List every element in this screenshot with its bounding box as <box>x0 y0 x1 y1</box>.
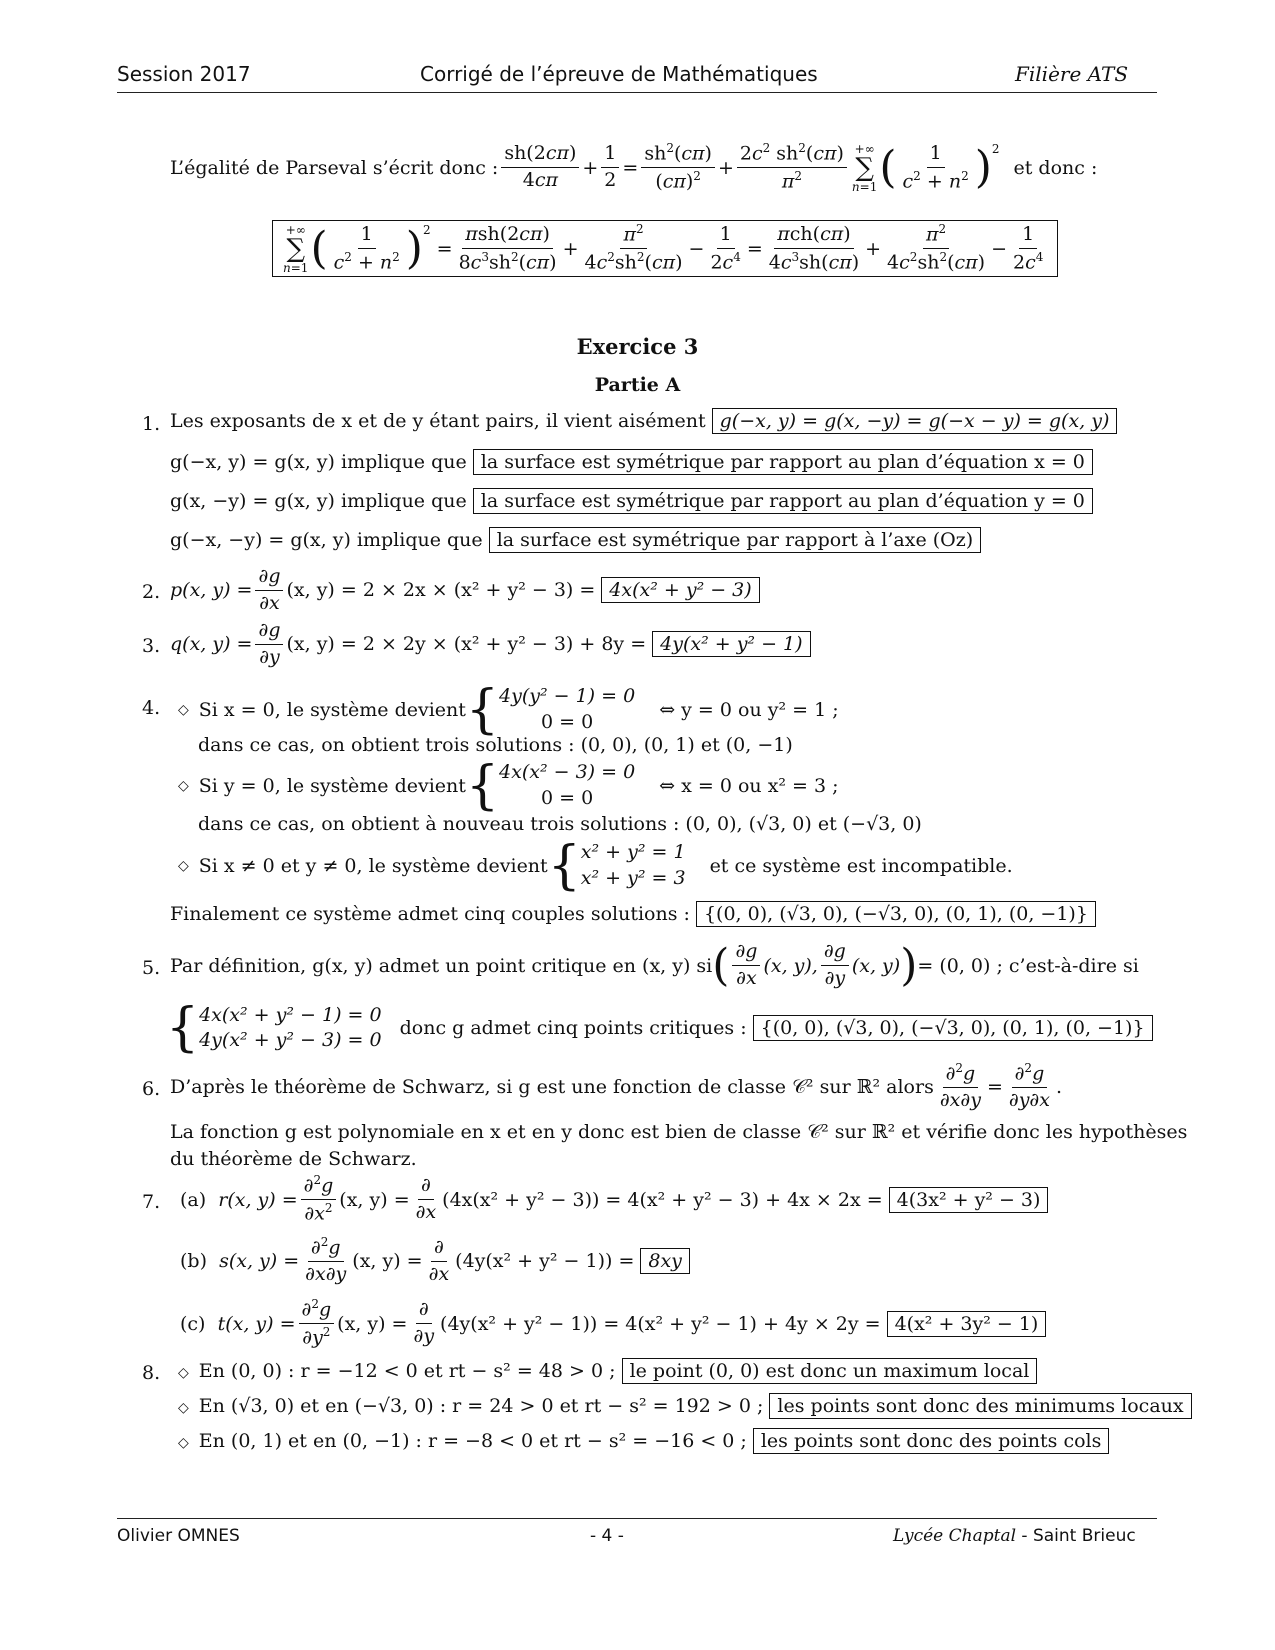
q6-para1: La fonction g est polynomiale en x et en y donc est bien de classe 𝒞² sur ℝ² et vérifie donc les hypothèses <box>170 1121 1188 1143</box>
q1-l2-box: la surface est symétrique par rapport au plan d’équation x = 0 <box>473 449 1093 475</box>
q7-b: (b) s(x, y) = $\frac{\partial^2g}{\partial x\partial y}$ (x, y) = $\frac{\partial}{\partial x}$ (4y(x² + y² − 1)) = 8xy <box>180 1236 690 1286</box>
q8-b-box: les points sont donc des minimums locaux <box>769 1393 1191 1419</box>
q4-case-b: ◇ Si y = 0, le système devient { 4x(x² − 3) = 0 0 = 0 ⇔ x = 0 ou x² = 3 ; <box>178 756 839 816</box>
q8-c: ◇ En (0, 1) et en (0, −1) : r = −8 < 0 et rt − s² = −16 < 0 ; les points sont donc des points cols <box>178 1430 1109 1452</box>
q2-rhs: (x, y) = 2 × 2x × (x² + y² − 3) = <box>286 579 596 602</box>
q7-number: 7. <box>142 1191 161 1213</box>
header-rule <box>117 92 1157 93</box>
q7-b-box: 8xy <box>640 1248 690 1274</box>
q5-post: = (0, 0) ; c’est-à-dire si <box>917 954 1139 977</box>
q4-b-line2: 0 = 0 <box>541 787 594 809</box>
part-title: Partie A <box>594 374 681 396</box>
q1-line4 <box>170 529 981 551</box>
q4-b-line1: 4x(x² − 3) = 0 <box>499 761 636 784</box>
q5-number: 5. <box>142 957 161 979</box>
q8-b: ◇ En (√3, 0) et en (−√3, 0) : r = 24 > 0 et rt − s² = 192 > 0 ; les points sont donc des minimums locaux <box>178 1395 1192 1417</box>
q1-number: 1. <box>142 413 161 435</box>
q3-lhs: q(x, y) = <box>170 633 253 656</box>
q2-box: 4x(x² + y² − 3) <box>601 577 759 603</box>
q5-system: { 4x(x² + y² − 1) = 0 4y(x² + y² − 3) = 0 donc g admet cinq points critiques : {(0, 0), (√3, 0), (−√3, 0), (0, 1), (0, −1)} <box>166 998 1153 1058</box>
q7-b-lhs: s(x, y) = <box>219 1250 300 1272</box>
q6-number: 6. <box>142 1078 161 1100</box>
q7-c-lhs: t(x, y) = <box>217 1312 296 1335</box>
q3-number: 3. <box>142 635 161 657</box>
q4-number: 4. <box>142 697 161 719</box>
footer-school-city: - Saint Brieuc <box>1016 1526 1136 1546</box>
footer-school-name: Lycée Chaptal <box>893 1526 1017 1546</box>
q7-c: (c) t(x, y) = $\frac{\partial^2g}{\partial y^2}$ (x, y) = $\frac{\partial}{\partial y}$ (4y(x² + y² − 1)) = 4(x² + y² − 1) + 4y × 2y = 4(x² + 3y² − 1) <box>180 1298 1046 1349</box>
q2-equation: p(x, y) = $\frac{\partial g}{\partial x}$ (x, y) = 2 × 2x × (x² + y² − 3) = 4x(x² + y² − 3) <box>170 566 760 615</box>
q4-a-post: ⇔ y = 0 ou y² = 1 ; <box>659 699 839 721</box>
q4-b-post: ⇔ x = 0 ou x² = 3 ; <box>659 775 839 797</box>
q2-number: 2. <box>142 581 161 603</box>
q5-text: Par définition, g(x, y) admet un point critique en (x, y) si <box>170 954 713 977</box>
q8-number: 8. <box>142 1362 161 1384</box>
parseval-intro: L’égalité de Parseval s’écrit donc : <box>170 156 499 179</box>
q7-a-label: (a) <box>180 1188 207 1211</box>
exercise-title: Exercice 3 <box>576 334 699 359</box>
q7-a: (a) r(x, y) = $\frac{\partial^2g}{\partial x^2}$ (x, y) = $\frac{\partial}{\partial x}$ (4x(x² + y² − 3)) = 4(x² + y² − 3) + 4x × 2x = 4(3x² + y² − 3) <box>180 1174 1048 1225</box>
q4-b-pre: Si y = 0, le système devient <box>198 775 466 797</box>
q6-para2: du théorème de Schwarz. <box>170 1148 417 1170</box>
q1-line2 <box>170 451 1093 473</box>
q8-a-pre: En (0, 0) : r = −12 < 0 et rt − s² = 48 > 0 ; <box>198 1360 616 1382</box>
q5-mid: donc g admet cinq points critiques : <box>399 1017 747 1039</box>
q4-final-box: {(0, 0), (√3, 0), (−√3, 0), (0, 1), (0, −1)} <box>696 901 1096 927</box>
q7-b-mid: (x, y) = <box>352 1250 423 1272</box>
q4-case-a: ◇ Si x = 0, le système devient { 4y(y² − 1) = 0 0 = 0 ⇔ y = 0 ou y² = 1 ; <box>178 680 839 740</box>
q3-box: 4y(x² + y² − 1) <box>652 631 810 657</box>
q3-equation: q(x, y) = $\frac{\partial g}{\partial y}$ (x, y) = 2 × 2y × (x² + y² − 3) + 8y = 4y(x² + y² − 1) <box>170 620 811 669</box>
q4-a-pre: Si x = 0, le système devient <box>198 699 466 721</box>
q5-line-b: 4y(x² + y² − 3) = 0 <box>199 1029 382 1051</box>
q8-b-pre: En (√3, 0) et en (−√3, 0) : r = 24 > 0 et rt − s² = 192 > 0 ; <box>198 1395 764 1417</box>
q2-lhs: p(x, y) = <box>170 579 253 602</box>
footer-rule <box>117 1518 1157 1519</box>
q3-rhs: (x, y) = 2 × 2y × (x² + y² − 3) + 8y = <box>286 633 647 656</box>
q7-a-lhs: r(x, y) = <box>218 1188 298 1211</box>
q7-c-rhs: (4y(x² + y² − 1)) = 4(x² + y² − 1) + 4y × 2y = <box>440 1312 881 1335</box>
q6-text: D’après le théorème de Schwarz, si g est une fonction de classe 𝒞² sur ℝ² alors <box>170 1076 934 1098</box>
q1-l3-box: la surface est symétrique par rapport au plan d’équation y = 0 <box>473 488 1093 514</box>
q7-b-label: (b) <box>180 1250 207 1272</box>
q4-final <box>170 903 1096 925</box>
q8-c-box: les points sont donc des points cols <box>753 1428 1110 1454</box>
q8-c-pre: En (0, 1) et en (0, −1) : r = −8 < 0 et rt − s² = −16 < 0 ; <box>198 1430 747 1452</box>
q7-a-box: 4(3x² + y² − 3) <box>889 1187 1049 1213</box>
header-title: Corrigé de l’épreuve de Mathématiques <box>420 62 818 86</box>
q7-c-mid: (x, y) = <box>337 1312 408 1335</box>
header-filiere: Filière ATS <box>1015 62 1129 86</box>
q4-a-line2: 0 = 0 <box>541 711 594 733</box>
q7-b-rhs: (4y(x² + y² − 1)) = <box>455 1250 635 1272</box>
q5-box: {(0, 0), (√3, 0), (−√3, 0), (0, 1), (0, −1)} <box>753 1015 1153 1041</box>
q1-l4-pre: g(−x, −y) = g(x, y) implique que <box>170 529 483 551</box>
q4-a-solutions: dans ce cas, on obtient trois solutions : (0, 0), (0, 1) et (0, −1) <box>198 734 793 756</box>
q4-c-line1: x² + y² = 1 <box>580 841 686 864</box>
q1-l2-pre: g(−x, y) = g(x, y) implique que <box>170 451 467 473</box>
q8-a: ◇ En (0, 0) : r = −12 < 0 et rt − s² = 48 > 0 ; le point (0, 0) est donc un maximum local <box>178 1360 1037 1382</box>
q4-c-line2: x² + y² = 3 <box>580 867 686 889</box>
q7-a-rhs: (4x(x² + y² − 3)) = 4(x² + y² − 3) + 4x × 2x = <box>442 1188 883 1211</box>
footer-page-number: - 4 - <box>590 1526 624 1546</box>
q5-line-a: 4x(x² + y² − 1) = 0 <box>199 1004 382 1027</box>
q1-text: Les exposants de x et de y étant pairs, il vient aisément <box>170 410 706 432</box>
q7-c-label: (c) <box>180 1312 206 1335</box>
q6-line1: D’après le théorème de Schwarz, si g est une fonction de classe 𝒞² sur ℝ² alors $\frac{\partial^2g}{\partial x\partial y}$ = $\frac{\partial^2g}{\partial y\partial x}$ . <box>170 1061 1063 1112</box>
parseval-outro: et donc : <box>1013 156 1098 179</box>
q1-line3 <box>170 490 1093 512</box>
q7-c-box: 4(x² + 3y² − 1) <box>887 1311 1047 1337</box>
header-session: Session 2017 <box>117 62 251 86</box>
q5-line1: Par définition, g(x, y) admet un point critique en (x, y) si ( $\frac{\partial g}{\partial x}$ (x, y), $\frac{\partial g}{\partial y}$ (x, y) ) = (0, 0) ; c’est-à-dire si <box>170 940 1139 991</box>
q4-c-pre: Si x ≠ 0 et y ≠ 0, le système devient <box>198 855 548 877</box>
q4-a-line1: 4y(y² − 1) = 0 <box>499 685 636 708</box>
q1-line1 <box>170 410 1117 432</box>
q1-box: g(−x, y) = g(x, −y) = g(−x − y) = g(x, y) <box>712 408 1118 434</box>
q7-a-mid: (x, y) = <box>339 1188 410 1211</box>
q8-a-box: le point (0, 0) est donc un maximum local <box>622 1358 1038 1384</box>
parseval-equation: L’égalité de Parseval s’écrit donc : $\frac{sh(2c\pi)}{4c\pi}$ + $\frac{1}{2}$ = $\frac{sh^2(c\pi)}{(c\pi)^2}$ + $\frac{2c^2 sh^2(c\pi)}{\pi^2}$ +∞ ∑ n=1 ( $\frac{1}{c^2 + n^2}$ ) $^2$ et donc : <box>170 141 1098 194</box>
q4-final-text: Finalement ce système admet cinq couples solutions : <box>170 903 690 925</box>
parseval-result-box: +∞ ∑ n=1 ( $\frac{1}{c^2 + n^2}$ ) $^2$ = $\frac{\text{πsh(2cπ)}}{8c^3sh^2(c\pi)}$ + $\frac{\pi^2}{4c^2sh^2(c\pi)}$ − $\frac{1}{2c^4}$ = $\frac{\text{πch(cπ)}}{4c^3sh(c\pi)}$ + $\frac{\pi^2}{4c^2sh^2(c\pi)}$ − $\frac{1}{2c^4}$ <box>272 220 1058 277</box>
q4-case-c: ◇ Si x ≠ 0 et y ≠ 0, le système devient { x² + y² = 1 x² + y² = 3 et ce système est incompatible. <box>178 836 1013 896</box>
q4-c-post: et ce système est incompatible. <box>709 855 1013 877</box>
q1-l4-box: la surface est symétrique par rapport à l’axe (Oz) <box>489 527 981 553</box>
q1-l3-pre: g(x, −y) = g(x, y) implique que <box>170 490 467 512</box>
footer-school <box>893 1526 1136 1546</box>
footer-author: Olivier OMNES <box>117 1526 240 1546</box>
q4-b-solutions: dans ce cas, on obtient à nouveau trois solutions : (0, 0), (√3, 0) et (−√3, 0) <box>198 813 922 835</box>
